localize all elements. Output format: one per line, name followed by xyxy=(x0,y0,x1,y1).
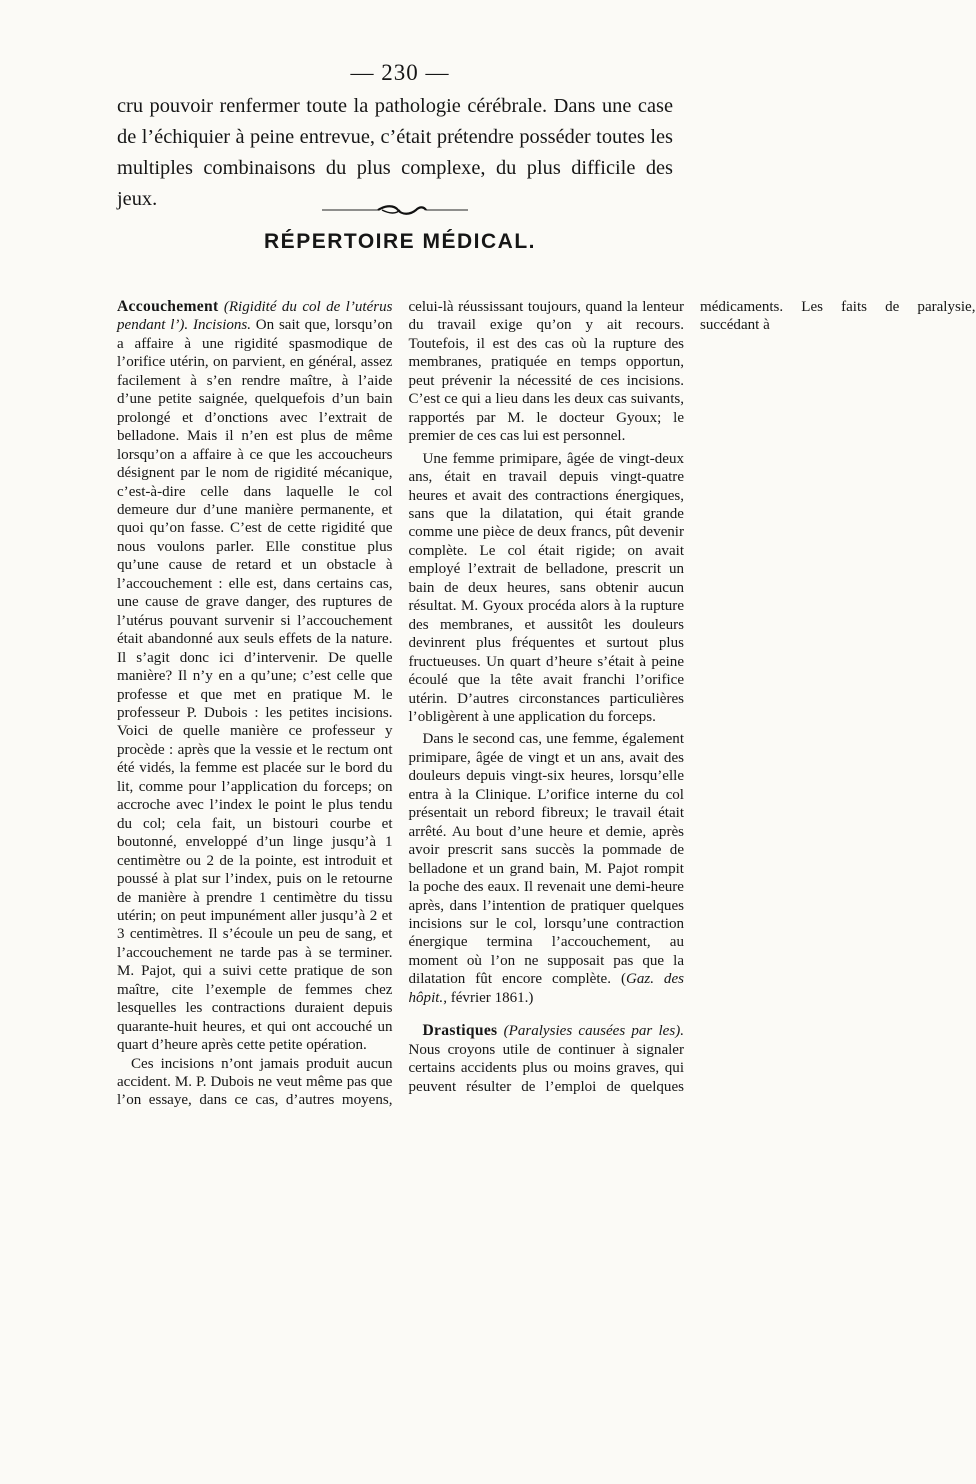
text-columns-left xyxy=(117,298,976,1128)
section-title: RÉPERTOIRE MÉDICAL. xyxy=(264,230,536,253)
article-subtitle: (Paralysies causées par les). xyxy=(503,1023,684,1040)
article-paragraph: On sait que, lorsqu’on a affaire à une rigidité spasmodique de l’orifice utérin, on parvient, en général, assez facilement à s’en rendre maître, à l’aide d’une petite saignée, quelquefois d’un bain prolongé et d’onctions avec l’extrait de belladone. Mais il n’en est plus de même lorsqu’on a affaire à ce que les accoucheurs désignent par le nom de rigidité mécanique, c’est-à-dire celle dans laquelle le col demeure dur d’une manière permanente, et quoi qu’on fasse. C’est de cette rigidité que nous voulons parler. Elle constitue plus qu’une cause de retard et un obstacle à l’accouchement : elle est, dans certains cas, une cause de grave danger, des ruptures de l’utérus pouvant survenir si l’accouchement était abandonné aux seuls effets de la nature. Il s’agit donc ici d’intervenir. De quelle manière? Il n’y en a qu’une; c’est celle que professe et que met en pratique M. le professeur P. Dubois : les petites incisions. Voici de quelle manière ce professeur y procède : après que la vessie et le rectum ont été vidés, la femme est placée sur le bord du lit, comme pour l’application du forceps; on accroche avec l’index le point le plus tendu du col; cela fait, un bistouri courbe et boutonné, enveloppé d’un linge jusqu’à 1 centimètre ou 2 de la pointe, est introduit et poussé à plat sur l’index, puis on le retourne de manière à prendre 1 centimètre du tissu utérin; on peut impunément aller jusqu’à 2 et 3 centimètres. Il s’écoule un peu de sang, et l’accouchement ne tarde pas à se terminer. M. Pajot, qui a suivi cette pratique de son maître, cite l’exemple de femmes chez lesquelles les contractions duraient depuis quarante-huit heures, et qui ont accouché un quart d’heure après cette petite opération. xyxy=(117,317,393,1054)
article-paragraph xyxy=(409,730,685,1007)
intro-text xyxy=(117,91,673,215)
citation-open: ( xyxy=(620,971,626,988)
citation-date: , février 1861.) xyxy=(443,989,534,1006)
article-paragraph: Ces incisions n’ont jamais produit aucun accident. M. P. Dubois ne veut même pas que l’on essaye, dans ce cas, d’autres moyens, celui-là réussissant toujours, quand la lenteur du travail exige qu’on y ait recours. Toutefois, il est des cas où la rupture des membranes, pratiquée en temps opportun, peut prévenir la nécessité de ces incisions. C’est ce qui a lieu dans les deux cas suivants, rapportés par M. le docteur Gyoux; le premier de ces cas lui est personnel. xyxy=(117,299,684,1109)
columns-flow xyxy=(117,298,976,1128)
intro-paragraph: cru pouvoir renfermer toute la pathologie cérébrale. Dans une case de l’échiquier à peine entrevue, c’était prétendre posséder toutes les multiples combinaisons du plus complexe, du plus difficile des jeux. xyxy=(117,95,673,210)
paragraph-text: Dans le second cas, une femme, également primipare, âgée de vingt et un ans, avait des douleurs depuis vingt-six heures, lorsqu’elle entra à la Clinique. L’orifice interne du col présentait un rebord fibreux; le travail était arrêté. Au bout d’une heure et demie, après avoir prescrit sans succès la pommade de belladone et un grand bain, M. Pajot rompit la poche des eaux. Il revenait une demi-heure après, dans l’intention de pratiquer quelques incisions sur le col, lorsqu’une contraction énergique termina l’accouchement, au moment où l’on ne supposait pas que la dilatation fût encore complète. xyxy=(408,731,684,988)
article-heading: Drastiques xyxy=(422,1022,498,1040)
article-heading: Accouchement xyxy=(117,298,219,315)
citation-journal: Gaz. des hôpit. xyxy=(408,971,684,1006)
page-number: — 230 — xyxy=(350,60,450,85)
ornament-divider-icon xyxy=(320,203,470,217)
article-subtitle: (Rigidité du col de l’utérus pendant l’). Incisions. xyxy=(117,299,393,334)
article-paragraph: Nous croyons utile de continuer à signaler certains accidents plus ou moins graves, qui peuvent résulter de l’emploi de quelques médicaments. Les faits de paralysie, succédant à xyxy=(408,299,976,1095)
article-paragraph: Une femme primipare, âgée de vingt-deux ans, était en travail depuis vingt-quatre heures et avait des contractions énergiques, sans que la dilatation, qui était grande comme une pièce de deux francs, pût devenir complète. Le col était rigide; on avait employé l’extrait de belladone, prescrit un bain de deux heures, sans obtenir aucun résultat. M. Gyoux procéda alors à la rupture des membranes, et aussitôt les douleurs devinrent plus fréquentes et surtout plus fructueuses. Un quart d’heure s’était à peine écoulé que la tête avait franchi l’orifice utérin. D’autres circonstances particulières l’obligèrent à une application du forceps. xyxy=(408,450,684,725)
article-accouchement xyxy=(117,298,393,1055)
